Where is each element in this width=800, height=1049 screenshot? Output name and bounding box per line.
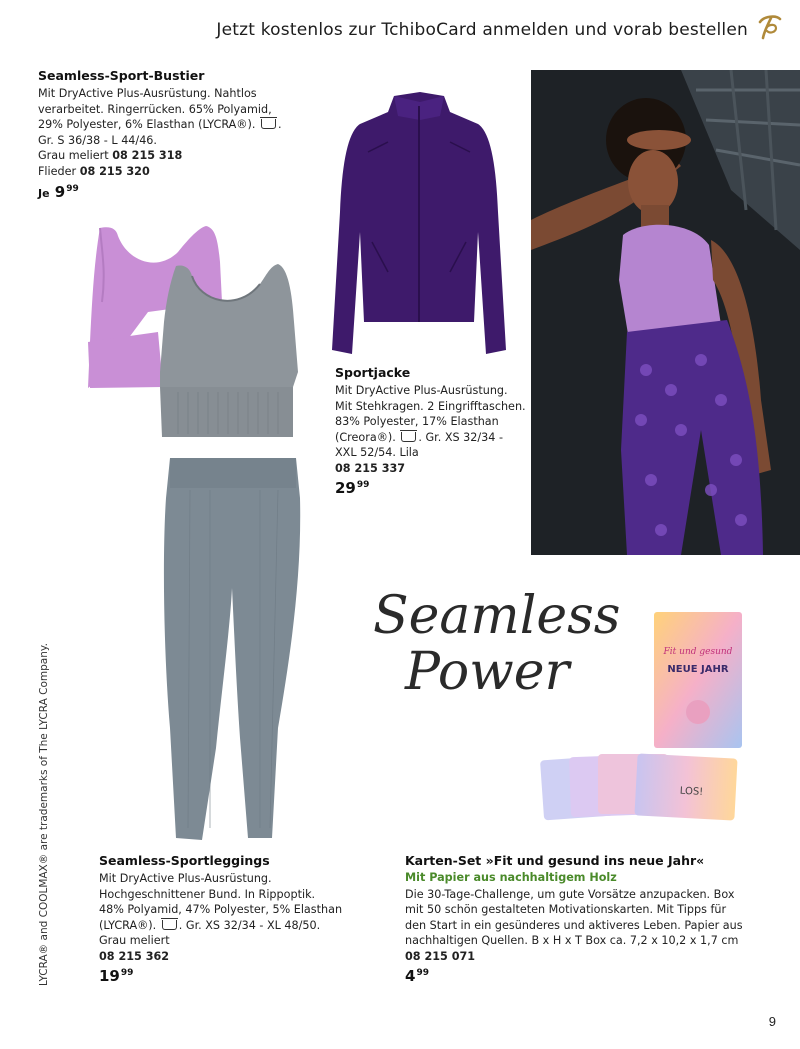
jacket-info bbox=[335, 365, 535, 497]
leggings-image bbox=[160, 458, 306, 840]
leggings-color: Grau meliert bbox=[99, 934, 170, 947]
page-number: 9 bbox=[768, 1014, 776, 1029]
leggings-desc-line: Hochgeschnittener Bund. In Rippoptik. bbox=[99, 887, 316, 901]
cards-article-number: 08 215 071 bbox=[405, 949, 476, 963]
cards-info bbox=[405, 853, 745, 985]
bustier-sizes: Gr. S 36/38 - L 44/46. bbox=[38, 133, 157, 147]
card-box-title: Fit und gesund bbox=[663, 647, 733, 657]
cards-desc-line: Die 30-Tage-Challenge, um gute Vorsätze anzupacken. Box bbox=[405, 887, 735, 901]
cards-title: Karten-Set »Fit und gesund ins neue Jahr« bbox=[405, 853, 705, 868]
leggings-price: $19^{99}$ bbox=[99, 967, 134, 985]
wash-symbol-icon bbox=[401, 432, 416, 442]
bustier-variant-label: Flieder bbox=[38, 164, 77, 178]
jacket-desc-line: 83% Polyester, 17% Elasthan bbox=[335, 415, 499, 428]
leggings-desc-line: (LYCRA®). bbox=[99, 918, 157, 932]
woman-workout-photo bbox=[531, 70, 800, 555]
bustier-title: Seamless-Sport-Bustier bbox=[38, 68, 205, 83]
jacket-image bbox=[328, 92, 510, 354]
cards-desc-line: nachhaltigen Quellen. B x H x T Box ca. 7,2 x 10,2 x 1,7 cm bbox=[405, 934, 739, 947]
cards-subtitle: Mit Papier aus nachhaltigem Holz bbox=[405, 871, 617, 884]
trademark-note: LYCRA® and COOLMAX® are trademarks of The LYCRA Company. bbox=[38, 643, 50, 986]
headline-line: Seamless bbox=[373, 586, 621, 646]
wash-symbol-icon bbox=[162, 920, 177, 930]
jacket-price: $29^{99}$ bbox=[335, 479, 370, 497]
bustier-info: Seamless-Sport-Bustier Mit DryActive Plus-Ausrüstung. Nahtlos verarbeitet. Ringerrücken. 65% Polyamid, 29% Polyester, 6% Elasthan (LYCRA®). . Gr. S 36/38 - L 44/46. Grau meliert 08 215 318 Flieder 08 215 320 Je $9^{99}$ bbox=[38, 68, 288, 201]
card-box-title: NEUE JAHR bbox=[667, 664, 729, 675]
headline-line: Power bbox=[405, 642, 570, 702]
bustier-image bbox=[88, 222, 303, 440]
jacket-article-number: 08 215 337 bbox=[335, 461, 406, 475]
headline bbox=[373, 588, 620, 700]
jacket-desc-line: Mit Stehkragen. 2 Eingrifftaschen. bbox=[335, 399, 526, 413]
jacket-desc-line: . Gr. XS 32/34 - bbox=[418, 430, 504, 444]
card-box-image bbox=[650, 612, 746, 750]
cards-desc-line: den Start in ein gesünderes und aktiveres Leben. Papier aus bbox=[405, 918, 743, 932]
bustier-desc-line: verarbeitet. Ringerrücken. 65% Polyamid, bbox=[38, 102, 272, 116]
jacket-desc-line: (Creora®). bbox=[335, 430, 396, 444]
jacket-title: Sportjacke bbox=[335, 365, 411, 380]
motivation-cards-image bbox=[540, 752, 740, 824]
bustier-desc-line: 29% Polyester, 6% Elasthan (LYCRA®). bbox=[38, 118, 256, 131]
card-text: LOS! bbox=[679, 785, 704, 798]
cards-price: $4^{99}$ bbox=[405, 967, 429, 985]
jacket-desc-line: XXL 52/54. Lila bbox=[335, 446, 419, 459]
leggings-desc-line: Mit DryActive Plus-Ausrüstung. bbox=[99, 872, 272, 885]
cards-desc-line: mit 50 schön gestalteten Motivationskarten. Mit Tipps für bbox=[405, 903, 727, 916]
bustier-article-number: 08 215 320 bbox=[79, 164, 150, 178]
jacket-desc-line: Mit DryActive Plus-Ausrüstung. bbox=[335, 384, 508, 397]
bustier-desc-line: Mit DryActive Plus-Ausrüstung. Nahtlos bbox=[38, 87, 257, 100]
header-promo: Jetzt kostenlos zur TchiboCard anmelden und vorab bestellen bbox=[216, 20, 748, 40]
bustier-article-number: 08 215 318 bbox=[112, 149, 183, 162]
leggings-desc-line: 48% Polyamid, 47% Polyester, 5% Elasthan bbox=[99, 903, 343, 916]
wash-symbol-icon bbox=[261, 119, 276, 129]
tchibo-logo-icon bbox=[754, 12, 784, 42]
leggings-title: Seamless-Sportleggings bbox=[99, 853, 270, 868]
leggings-article-number: 08 215 362 bbox=[99, 949, 170, 963]
bustier-variant-label: Grau meliert bbox=[38, 149, 109, 162]
leggings-info bbox=[99, 853, 359, 985]
leggings-desc-line: . Gr. XS 32/34 - XL 48/50. bbox=[178, 918, 321, 932]
bustier-price: Je $9^{99}$ bbox=[38, 183, 79, 201]
